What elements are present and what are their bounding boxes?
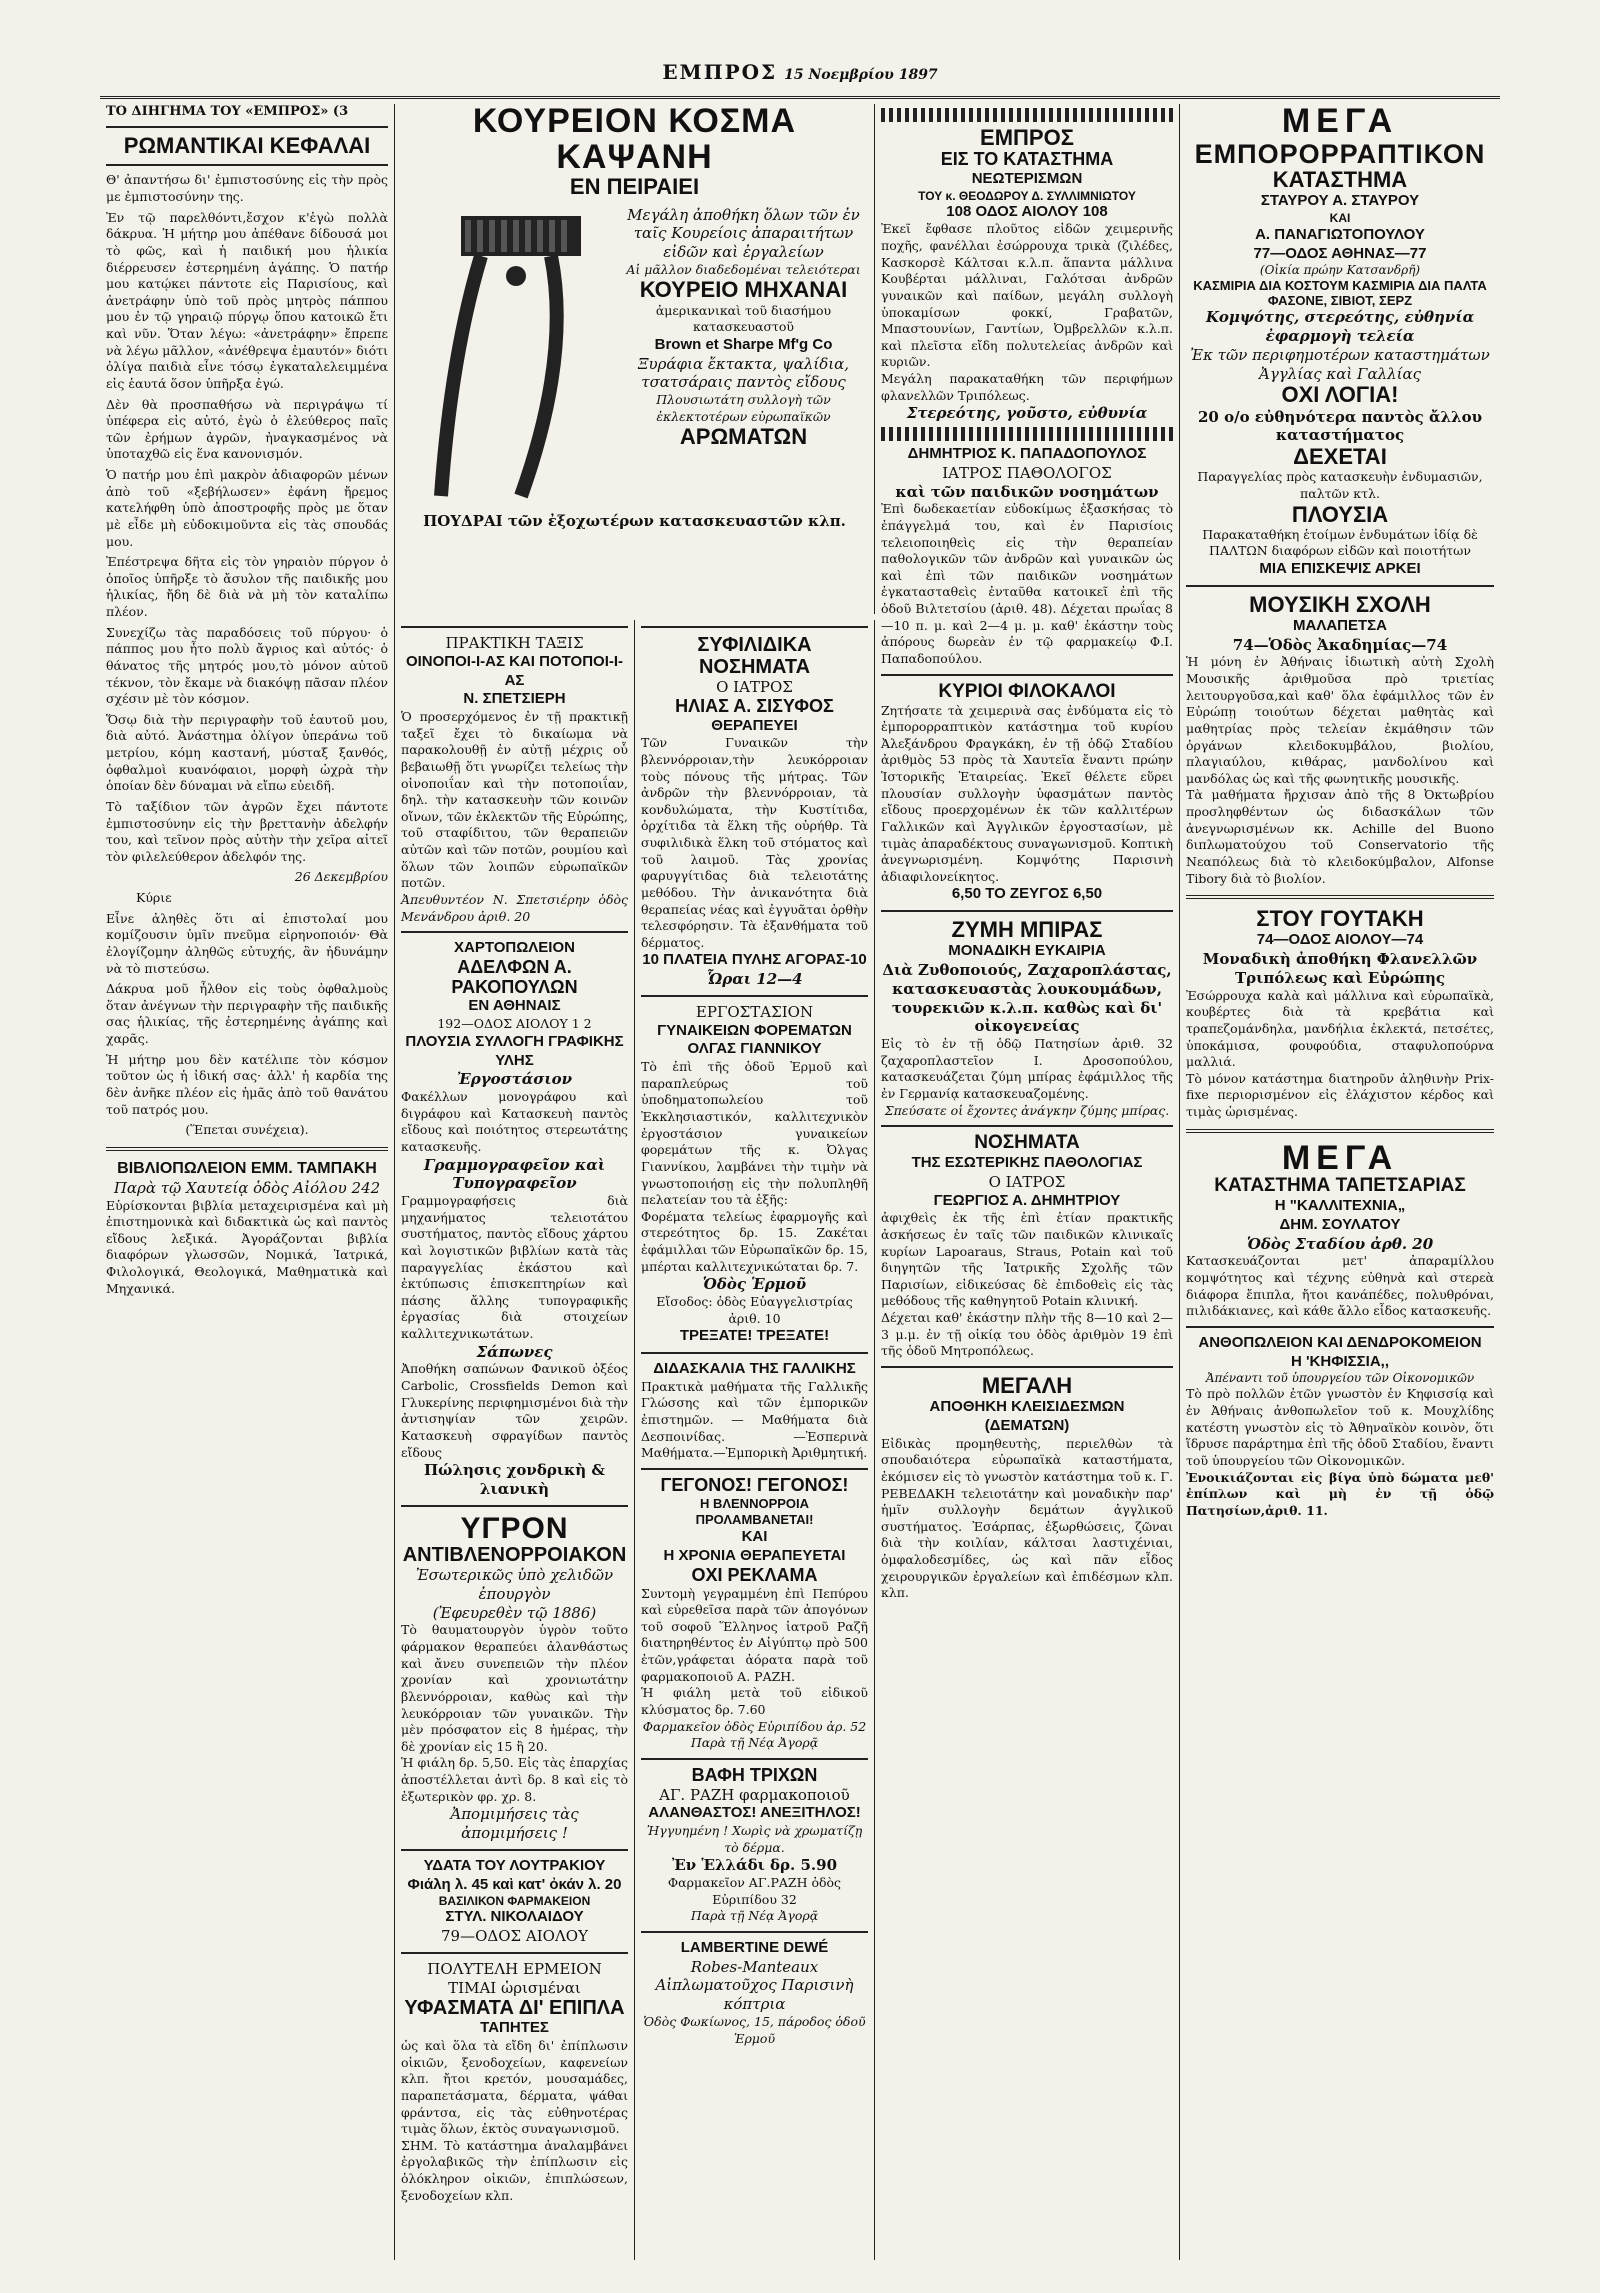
fact-text: Συντομὴ γεγραμμένη ἐπὶ Πεπύρου καὶ εὑρεθεῖσα παρὰ τῶν ἀπογόνων τοῦ σοφοῦ Ἕλληνος ἰατροῦ Ραζῆ διατηρηθέντος ἐν Αἰγύπτῳ πρὸ 500 ἐτῶν,γράφεται ἀόρατα παρὰ τοῦ φαρμακοποιοῦ Α. ΡΑΖΗ. xyxy=(641,1585,868,1684)
ornament-border xyxy=(881,108,1173,122)
ornament-border xyxy=(881,427,1173,441)
issue-date: 15 Νοεμβρίου 1897 xyxy=(784,67,938,83)
story-paragraph: Συνεχίζω τὰς παραδόσεις τοῦ πύργου· ὁ πάππος μου ἦτο πολὺ ἄγριος καὶ αὐτός· ὁ θάνατος τῆς μητρός μου,τὸ μόνον αὐτοῦ τέκνον, τὸν ἔκαμε νὰ διακόψῃ πᾶσαν πλέον σχέσιν μὲ τὸν κόσμον. xyxy=(106,624,388,707)
column-ads-3 xyxy=(875,104,1180,2260)
story-section: ΤΟ ΔΙΗΓΗΜΑ ΤΟΥ «ΕΜΠΡΟΣ» (3 xyxy=(106,104,349,119)
fact-subtitle3: ΟΧΙ ΡΕΚΛΑΜΑ xyxy=(691,1564,818,1585)
tailor-pre: ΜΕΓΑ xyxy=(1281,104,1399,140)
syph-subtitle: ΘΕΡΑΠΕΥΕΙ xyxy=(711,716,798,734)
internal-text: ἀφιχθεὶς ἐκ τῆς ἐπὶ ἐτίαν πρακτικῆς ἀσκήσεως ἐν ταῖς τῶν παιδικῶν κλινικαῖς κυρίων Lapoaraus, Straus, Potain καὶ τοῦ διηγητῶν τῆς Ἰατρικῆς Σχολῆς τῶν Παρισίων, εἰδικεύσας δὲ ἐπιδοθεὶς εἰς τὰς μεθόδους τῆς καθηγητοῦ Potain κλινική. xyxy=(881,1210,1173,1309)
yeast-subtitle: ΜΟΝΑΔΙΚΗ ΕΥΚΑΙΡΙΑ xyxy=(948,942,1106,960)
barber-subtitle: ΕΝ ΠΕΙΡΑΙΕΙ xyxy=(569,174,700,200)
story-paragraph: Δάκρυα μοῦ ἦλθον εἰς τοὺς ὀφθαλμοὺς ὅταν ἀνέγνων τὴν περιγραφὴν τῆς παιδικῆς σας ἡλικίας, τῆς ἐστερημένης ἀγάπης καὶ χαρᾶς. xyxy=(106,981,388,1047)
dress-title: ΓΥΝΑΙΚΕΙΩΝ ΦΟΡΕΜΑΤΩΝ xyxy=(657,1021,852,1039)
fact-title: ΓΕΓΟΝΟΣ! ΓΕΓΟΝΟΣ! xyxy=(660,1474,849,1495)
fabric-subtitle: ΤΑΠΗΤΕΣ xyxy=(480,2019,549,2037)
fact-subtitle2: Η ΧΡΟΝΙΑ ΘΕΡΑΠΕΥΕΤΑΙ xyxy=(663,1546,846,1564)
paper-shop-sec1: Ἐργοστάσιον xyxy=(456,1070,573,1089)
paper-shop-title: ΑΔΕΛΦΩΝ Α. ΡΑΚΟΠΟΥΛΩΝ xyxy=(451,956,578,997)
tailor-rich: ΠΛΟΥΣΙΑ xyxy=(1291,501,1389,527)
story-title: ΡΩΜΑΝΤΙΚΑΙ ΚΕΦΑΛΑΙ xyxy=(123,133,371,159)
goutaki-title: ΣΤΟΥ ΓΟΥΤΑΚΗ xyxy=(1256,906,1424,932)
philokaloi-text: Ζητήσατε τὰ χειμερινὰ σας ἐνδύματα εἰς τὸ ἐμπορορραπτικὸν κατάστημα τοῦ κυρίου Ἀλεξάνδρου Φραγκάκη, ἐν τῇ ὁδῷ Σταδίου ἀριθμὸς 53 πρὸς τὰ Χαυτεῖα ἔναντι πρώην Ἱστορικῆς Ἐταιρείας. Ἐκεῖ θέλετε εὕρει πλουσίαν συλλογὴν ὑφασμάτων παντὸς εἴδους προερχομένων ἐκ τῶν καλλιτέρων Γαλλικῶν καὶ Ἀγγλικῶν ἐργοστασίων, μὲ τιμὰς ἀπαραδέκτους συναγωνισμοῦ. Κοπτικὴ ἀνεγνωρισμένη. Κομψότης Παρισινὴ ἀδιαφιλονείκητος. xyxy=(881,702,1173,884)
fact-pharmacy: Φαρμακεῖον ὁδὸς Εὐριπίδου ἀρ. 52 xyxy=(642,1718,867,1734)
novelty-title: ΕΜΠΡΟΣ xyxy=(980,125,1074,150)
syph-text: Τῶν Γυναικῶν τὴν βλεννόρροιαν,τὴν λευκόρροιαν τοὺς πόνους τῆς μήτρας. Τῶν ἀνδρῶν τὴν βλεννόρροιαν, τὰ κονδυλώματα, τὴν Κυστίτιδα, ὀρχίτιδα τὰ ἕλκη τῆς οὐρήθρ. Τὰ συφιλιδικὰ ἕλκη τοῦ στόματος καὶ τοῦ λαιμοῦ. Τὰς χρονίας φαρυγγίτιδας διὰ τελειοτάτης μεθόδου. Τὴν ἀνικανότητα διὰ θεραπείας νέας καὶ ἐγγυᾶται ὀρθὴν τελεσφόρησιν. Τὰ ἐξανθήματα τοῦ δέρματος. xyxy=(641,735,868,950)
papadopoulos-title: ΔΗΜΗΤΡΙΟΣ Κ. ΠΑΠΑΔΟΠΟΥΛΟΣ xyxy=(907,445,1147,463)
upholstery-name: ΔΗΜ. ΣΟΥΛΑΤΟΥ xyxy=(1279,1215,1401,1233)
tailor-title: ΕΜΠΟΡΟΡΡΑΠΤΙΚΟΝ xyxy=(1194,138,1486,169)
tailor-quality: Κομψότης, στερεότης, εὐθηνία ἐφαρμογὴ τελεία xyxy=(1205,308,1475,346)
internal-subtitle: ΤΗΣ ΕΣΩΤΕΡΙΚΗΣ ΠΑΘΟΛΟΓΙΑΣ xyxy=(911,1154,1143,1172)
tailor-address: 77—ΟΔΟΣ ΑΘΗΝΑΣ—77 xyxy=(1253,244,1427,262)
wine-title: ΟΙΝΟΠΟΙ-Ι-ΑΣ ΚΑΙ ΠΟΤΟΠΟΙ-Ι-ΑΣ xyxy=(405,652,624,689)
internal-doctor: ΓΕΩΡΓΙΟΣ Α. ΔΗΜΗΤΡΙΟΥ xyxy=(933,1191,1121,1209)
wine-pre: ΠΡΑΚΤΙΚΗ ΤΑΞΙΣ xyxy=(445,634,584,652)
barber-title: ΚΟΥΡΕΙΟΝ ΚΟΣΜΑ ΚΑΨΑΝΗ xyxy=(472,104,797,176)
liquid-price: Ἡ φιάλη δρ. 5,50. Εἰς τὰς ἐπαρχίας ἀποστέλλεται ἀντὶ δρ. 8 καὶ εἰς τὸ ἐξωτερικὸν φρ. χρ. 8. xyxy=(401,1755,628,1804)
barber-aromata: ΑΡΩΜΑΤΩΝ xyxy=(679,424,808,450)
barber-machines: ΚΟΥΡΕΙΟ ΜΗΧΑΝΑΙ xyxy=(639,277,848,303)
story-salutation: Κύριε xyxy=(136,890,172,906)
bandage-subtitle: (ΔΕΜΑΤΩΝ) xyxy=(984,1416,1070,1434)
dye-subtitle2: ΑΛΑΝΘΑΣΤΟΣ! ΑΝΕΞΙΤΗΛΟΣ! xyxy=(648,1804,861,1822)
tailor-name2: Α. ΠΑΝΑΓΙΩΤΟΠΟΥΛΟΥ xyxy=(1255,225,1425,243)
liquid-text: Τὸ θαυματουργὸν ὑγρὸν τοῦτο φάρμακον θεραπεύει ἀλανθάστως καὶ ἄνευ συνεπειῶν τὴν πλέον χρονίαν καὶ χρονιωτάτην βλεννόρροιαν, καθὼς καὶ τὴν λευκόρροιαν τῶν γυναικῶν. Τὴν μὲν πρόσφατον εἰς 8 ἡμέρας, τὴν δὲ χρονίαν εἰς 15 ἢ 20. xyxy=(401,1622,628,1754)
goutaki-text: Ἐσώρρουχα καλὰ καὶ μάλλινα καὶ εὐρωπαϊκὰ, κουβέρτες διὰ τὰ κρεβάτια καὶ τραπεζομάνδηλα, μανδήλια ἐκλεκτά, πετσέτες, ὑποκάμισα, φουφούδια, σταφυλοπούρνα μαλλιά. xyxy=(1186,987,1494,1070)
paper-shop-sec3: Σάπωνες xyxy=(476,1342,553,1361)
syph-title: ΣΥΦΙΛΙΔΙΚΑ ΝΟΣΗΜΑΤΑ xyxy=(697,634,812,678)
dress-street2: Εἴσοδος: ὁδὸς Εὐαγγελιστρίας ἀριθ. 10 xyxy=(656,1294,853,1326)
dress-pre: ΕΡΓΟΣΤΑΣΙΟΝ xyxy=(695,1002,814,1021)
tailor-end: ΜΙΑ ΕΠΙΣΚΕΨΙΣ ΑΡΚΕΙ xyxy=(1259,560,1421,578)
dress-text: Τὸ ἐπὶ τῆς ὁδοῦ Ἑρμοῦ καὶ παραπλεύρως τοῦ ὑποδηματοπωλείου τοῦ Ἐκκλησιαστικόν, καλλιτεχνικὸν ἐργοστάσιον γυναικείων φορεμάτων τῆς κ. Ὀλγας Γιαννίκου, λαμβάνει τὴν τιμὴν νὰ γνωστοποιήσῃ εἰς τὴν πολυπληθῆ πελατείαν του τὰ ἑξῆς: xyxy=(641,1059,868,1208)
paper-shop-sec2: Γραμμογραφεῖον καὶ Τυπογραφεῖον xyxy=(423,1155,606,1193)
papadopoulos-subtitle: ΙΑΤΡΟΣ ΠΑΘΟΛΟΓΟΣ xyxy=(942,463,1112,482)
philokaloi-price: 6,50 ΤΟ ΖΕΥΓΟΣ 6,50 xyxy=(951,885,1103,903)
dye-title: ΒΑΦΗ ΤΡΙΧΩΝ xyxy=(691,1764,818,1785)
french-title: ΔΙΔΑΣΚΑΛΙΑ ΤΗΣ ΓΑΛΛΙΚΗΣ xyxy=(653,1360,856,1378)
dye-end: Παρὰ τῇ Νέᾳ Ἀγορᾷ xyxy=(690,1908,819,1924)
yeast-subtitle2: Διὰ Ζυθοποιούς, Ζαχαροπλάστας, κατασκευαστὰς λουκουμάδων, τουρεκιῶν κ.λ.π. καθὼς καὶ δι' οἰκογενείας xyxy=(882,961,1172,1036)
dye-subtitle: ΑΓ. ΡΑΖΗ φαρμακοποιοῦ xyxy=(659,1785,850,1804)
paper-shop-pre: ΧΑΡΤΟΠΩΛΕΙΟΝ xyxy=(454,939,575,957)
clipper-icon xyxy=(401,206,611,506)
clipper-image xyxy=(401,206,611,506)
music-name: ΜΑΛΑΠΕΤΣΑ xyxy=(1293,616,1387,634)
loutraki-name: ΣΤΥΛ. ΝΙΚΟΛΑΙΔΟΥ xyxy=(445,1908,584,1926)
barber-brand: Brown et Sharpe Mf'g Co xyxy=(654,335,833,353)
barber-collection: Πλουσιωτάτη συλλογὴ τῶν ἐκλεκτοτέρων εὐρωπαϊκῶν xyxy=(656,392,831,424)
flowers-text: Τὸ πρὸ πολλῶν ἐτῶν γνωστὸν ἐν Κηφισσίᾳ καὶ ἐν Ἀθήναις ἀνθοπωλεῖον τοῦ κ. Μουχλίδης κατέστη γνωστὸν εἰς τὸ Ἀθηναϊκὸν κοινὸν, ὅτι ἵδρυσε παράρτημα ἐπὶ τῆς ὁδοῦ Σταδίου, ἔναντι τοῦ ὑπουργείου τῶν Οἰκονομικῶν. xyxy=(1186,1386,1494,1468)
story-paragraph: Ἡ μήτηρ μου δὲν κατέλιπε τὸν κόσμον τοῦτον ὡς ἡ ἰδική σας· ἀλλ' ἡ καρδία της δὲν ἀνῆκε πλέον εἰς ἡμᾶς ἀπὸ τοῦ θανάτου τοῦ πατρός μου. xyxy=(106,1051,388,1117)
loutraki-shop: ΒΑΣΙΛΙΚΟΝ ΦΑΡΜΑΚΕΙΟΝ xyxy=(438,1894,591,1909)
bandage-title: ΑΠΟΘΗΚΗ ΚΛΕΙΣΙΔΕΣΜΩΝ xyxy=(929,1398,1125,1416)
novelty-text: Ἐκεῖ ἔφθασε πλοῦτος εἰδῶν χειμερινῆς ποχῆς, φανέλλαι ἐσώρρουχα τρικὰ (ζιλέδες, Κασκορσὲ Κάλτσαι κ.λ.π. ἅπαντα μάλλινα Κουβέρται μάλλιναι, Γαλότσαι ἀνδρῶν γυναικῶν καὶ παίδων, μεγάλη συλλογὴ ὑποκαμίσων φοκκί, Γραβατῶν, Μπαστουνίων, Γαντίων, Ὀμβρελλῶν κ.λ.π. καὶ πλεῖστα εἴδη πολυτελείας ἀνδρῶν καὶ κυριῶν. xyxy=(881,221,1173,370)
yeast-title: ΖΥΜΗ ΜΠΙΡΑΣ xyxy=(951,917,1103,943)
novelty-address: 108 ΟΔΟΣ ΑΙΟΛΟΥ 108 xyxy=(946,202,1108,220)
paper-shop-sec3-text: Ἀποθήκη σαπώνων Φανικοῦ ὀξέος Carbolic, Crossfields Demon καὶ Γλυκερίνης περιφημισμένοι διὰ τὴν ἀντισηψίαν τῶν χειρῶν. Κατασκευὴ σφραγίδων παντὸς εἴδους xyxy=(401,1361,628,1460)
loutraki-subtitle: Φιάλη λ. 45 καὶ κατ' ὀκάν λ. 20 xyxy=(407,1875,622,1893)
paper-shop-end: Πώλησις χονδρικὴ & λιανικὴ xyxy=(424,1461,605,1498)
loutraki-address: 79—ΟΔΟΣ ΑΙΟΛΟΥ xyxy=(441,1927,588,1946)
tailor-rich-text: Παρακαταθήκη ἑτοίμων ἐνδυμάτων ἰδίᾳ δὲ ΠΑΛΤΩΝ διαφόρων εἰδῶν καὶ ποιοτήτων xyxy=(1202,526,1478,559)
bookshop-address: Παρὰ τῷ Χαυτείᾳ ὁδὸς Αἰόλου 242 xyxy=(113,1178,381,1197)
goutaki-subtitle: Μοναδικὴ ἀποθήκη Φλανελλῶν Τριπόλεως καὶ Εὐρώπης xyxy=(1202,950,1478,987)
goutaki-address: 74—ΟΔΟΣ ΑΙΟΛΟΥ—74 xyxy=(1256,931,1424,949)
wine-name: Ν. ΣΠΕΤΣΙΕΡΗ xyxy=(463,690,566,708)
story-paragraph: Ἐν τῷ παρελθόντι,ἔσχον κ'ἐγὼ πολλὰ δάκρυα. Ἡ μήτηρ μου ἀπέθανε δίδουσά μοι τὸ φῶς, καὶ ἡ παιδική μου ἡλικία διέρρευσεν ἐστερημένη ἀγάπης. Ὁ πατήρ μου κατῴκει πάντοτε εἰς Παρισίους, καὶ ἀνετράφην ὑπὸ τοῦ πρὸς μητρὸς πάππου μου ἐν τῷ γηραιῷ πύργῳ ὅπου κατοικῶ ἔτι καὶ νῦν. Ὅταν λέγω: «ἀνετράφην» ἔπρεπε νὰ λέγω μᾶλλον, «ἀνέθρεψα ἐμαυτόν» διότι ὀλίγα παιδιὰ εἶνε τόσῳ ἐγκαταλελειμμένα εἰς ἑαυτά ὅσον ὑπῆρξα ἐγώ. xyxy=(106,209,388,391)
dye-price: Ἐν Ἑλλάδι δρ. 5.90 xyxy=(671,1856,838,1875)
dye-text: Ἠγγυημένη ! Χωρὶς νὰ χρωματίζῃ τὸ δέρμα. xyxy=(646,1823,863,1855)
fact-price: Ἡ φιάλη μετὰ τοῦ εἰδικοῦ κλύσματος δρ. 7.60 xyxy=(641,1685,868,1717)
fabric-note: ΣΗΜ. Τὸ κατάστημα ἀναλαμβάνει ἐργολαβικῶς τὴν ἐπίπλωσιν εἰς ὁλόκληρον οἰκιῶν, ἐπιπλώσεων, ξενοδοχείων κλπ. xyxy=(401,2137,628,2203)
bookshop-title: ΒΙΒΛΙΟΠΩΛΕΙΟΝ ΕΜΜ. ΤΑΜΠΑΚΗ xyxy=(117,1159,377,1177)
paper-shop-collection: ΠΛΟΥΣΙΑ ΣΥΛΛΟΓΗ ΓΡΑΦΙΚΗΣ ΥΛΗΣ xyxy=(405,1032,624,1069)
yeast-end: Σπεύσατε οἱ ἔχοντες ἀνάγκην ζύμης μπίρας. xyxy=(884,1102,1170,1118)
dress-name: ΟΛΓΑΣ ΓΙΑΝΝΙΚΟΥ xyxy=(687,1040,822,1058)
flowers-subtitle: Ἀπέναντι τοῦ ὑπουργείου τῶν Οἰκονομικῶν xyxy=(1205,1371,1475,1386)
bandage-pre: ΜΕΓΑΛΗ xyxy=(981,1372,1073,1398)
tailor-from: Ἐκ τῶν περιφημοτέρων καταστημάτων Ἀγγλίας καὶ Γαλλίας xyxy=(1190,345,1490,383)
novelty-name: ΤΟΥ κ. ΘΕΟΔΩΡΟΥ Δ. ΣΥΛΛΙΜΝΙΩΤΟΥ xyxy=(918,188,1136,203)
bandage-text: Εἰδικὰς προμηθευτὴς, περιελθὼν τὰ σπουδαιότερα εὐρωπαϊκὰ καταστήματα, ἐκόμισεν εἰς τὸ γνωστὸν κατάστημα τοῦ κ. Γ. ΡΕΒΕΔΑΚΗ τελειοτάτην καὶ μοναδικὴν παρ' ἡμῖν συλλογὴν δεμάτων ἀγγλικοῦ συστήματος. Ἐσάρπας, ἐξωρθώσεις, ζῶναι διὰ τὴν κοιλίαν, κάλτσαι λαστιχένιαι, ὀμφαλοδεσμίδες, ὡς καὶ πᾶν εἶδος χειρουργικῶν ἐργαλείων καὶ ἐπιδέσμων κλπ. κλπ. xyxy=(881,1435,1173,1601)
column-ads-2b xyxy=(635,620,875,2260)
barber-poudrai: ΠΟΥΔΡΑΙ τῶν ἐξοχωτέρων κατασκευαστῶν κλπ. xyxy=(423,511,846,530)
paper-shop-city: ΕΝ ΑΘΗΝΑΙΣ xyxy=(468,997,561,1015)
tailor-discount: 20 ο/ο εὐθηνότερα παντὸς ἄλλου καταστήματος xyxy=(1198,407,1482,445)
liquid-title: ΥΓΡΟΝ xyxy=(460,1511,569,1545)
syph-doctor: ΗΛΙΑΣ Α. ΣΙΣΥΦΟΣ xyxy=(675,695,834,716)
liquid-subtitle: ΑΝΤΙΒΛΕΝΟΡΡΟΙΑΚΟΝ xyxy=(402,1544,627,1567)
story-body xyxy=(106,172,388,1138)
story-paragraph: Τὸ ταξίδιον τῶν ἀγρῶν ἔχει πάντοτε ἐμπιστοσύνην εἰς τὴν βρεττανὴν ἀδελφήν του, καὶ τεῖνον πρὸς αὐτὴν τὴν χεῖρα αἰτεῖ τὸν φιλελεύθερον ἀδελφόν της. xyxy=(106,798,388,864)
barber-machines-desc: ἀμερικανικαὶ τοῦ διασήμου κατασκευαστοῦ xyxy=(655,302,832,335)
upholstery-address: Ὁδὸς Σταδίου ἀρθ. 20 xyxy=(1246,1234,1434,1253)
tailor-kai: ΚΑΙ xyxy=(1329,210,1351,225)
newspaper-page xyxy=(100,60,1500,2260)
fabric-text: ὡς καὶ ὅλα τὰ εἴδη δι' ἐπίπλωσιν οἰκιῶν, ξενοδοχείων, καφενείων κλπ. ἤτοι κρετόν, μουσαμάδες, παραπετάσματα, δέρματα, ψάθαι φράντσα, εἰς τὰς εὐθηνοτέρας τιμὰς ὅλων, ἐκτὸς συναγωνισμοῦ. xyxy=(401,2038,628,2137)
music-text: Ἡ μόνη ἐν Ἀθήναις ἰδιωτικὴ αὐτὴ Σχολὴ Μουσικῆς ἀριθμοῦσα πρὸ τριετίας λειτουργοῦσα,καὶ καθ' ὅλα ἐφάμιλλος τῶν ἐν Εὐρώπῃ τοιούτων δέχεται μαθητὰς καὶ μαθητρίας πρὸς τελείαν ἐκμάθησιν τῶν ὀργάνων κλειδοκυμβάλου, βιολίου, πλαγιαύλου, κιθάρας, μανδολίνου καὶ μανδόλας ὡς καὶ τῆς φωνητικῆς μουσικῆς. xyxy=(1186,654,1494,786)
fabric-pre: ΠΟΛΥΤΕΛΗ ΕΡΜΕΙΟΝ ΤΙΜΑΙ ὡρισμέναι xyxy=(427,1959,602,1997)
novelty-text2: Μεγάλη παρακαταθήκη τῶν περιφήμων φλανελλῶν Τριπόλεως. xyxy=(881,371,1173,403)
tailor-subtitle: ΚΑΤΑΣΤΗΜΑ xyxy=(1272,167,1408,193)
barber-desc2: Αἱ μᾶλλον διαδεδομέναι τελειότεραι xyxy=(626,261,861,277)
paper-name: ΕΜΠΡΟΣ xyxy=(662,60,778,84)
lambertine-desc: Αἰπλωματοῦχος Παρισινὴ κόπτρια xyxy=(655,1976,854,2014)
tailor-name1: ΣΤΑΥΡΟΥ Α. ΣΤΑΥΡΟΥ xyxy=(1260,192,1420,210)
column-ads-4 xyxy=(1180,104,1500,2260)
french-text: Πρακτικὰ μαθήματα τῆς Γαλλικῆς Γλώσσης καὶ τῶν ἐμπορικῶν ἐπιστημῶν. — Μαθήματα διὰ Δεσποινίδας. —Ἐσπερινὰ Μαθήματα.—Ἐμπορικὴ Ἀριθμητική. xyxy=(641,1378,868,1461)
novelty-subtitle2: ΝΕΩΤΕΡΙΣΜΩΝ xyxy=(971,169,1083,187)
column-story xyxy=(100,104,395,2260)
upholstery-title: ΚΑΤΑΣΤΗΜΑ ΤΑΠΕΤΣΑΡΙΑΣ xyxy=(1214,1175,1466,1197)
story-paragraph: Εἶνε ἀληθὲς ὅτι αἱ ἐπιστολαί μου κομίζουσιν ὑμῖν πνεῦμα εἰρηνοποιόν· Θὰ ἐλογίζομην ἀληθῶς εὐτυχής, ἂν ἠδυνάμην νὰ τὸ πιστεύσω. xyxy=(106,910,388,976)
story-paragraph: Ἐπέστρεψα δῆτα εἰς τὸν γηραιὸν πύργον ὁ ὁποῖος ὑπῆρξε τὸ ἄσυλον τῆς παιδικῆς μου ἡλικίας, ἤδη δὲ διὰ νὰ μὴ τὸν καταλίπω πλέον. xyxy=(106,554,388,620)
wine-address: Ἀπευθυντέον Ν. Σπετσιέρην ὁδὸς Μενάνδρου ἀριθ. 20 xyxy=(401,891,628,924)
upholstery-subtitle: Η "ΚΑΛΛΙΤΕΧΝΙΑ„ xyxy=(1274,1197,1406,1215)
syph-hours: Ὧραι 12—4 xyxy=(706,970,803,989)
liquid-line: Ἐσωτερικῶς ὑπὸ χελιδῶν ἐπουργὸν xyxy=(415,1566,614,1603)
music-title: ΜΟΥΣΙΚΗ ΣΧΟΛΗ xyxy=(1249,591,1431,617)
bookshop-text: Εὑρίσκονται βιβλία μεταχειρισμένα καὶ μὴ ἐπιστημονικὰ καὶ διδακτικὰ ὡς καὶ παντὸς εἴδους λεξικά. Ἀγοράζονται βιβλία διαφόρων γλωσσῶν, Νομικά, Ἰατρικά, Φιλολογικά, Θεολογικά, Μαθηματικὰ καὶ Μηχανικά. xyxy=(106,1197,388,1296)
lambertine-subtitle: Robes-Manteaux xyxy=(690,1957,819,1976)
tailor-accept: ΔΕΧΕΤΑΙ xyxy=(1293,444,1387,470)
story-dateline: 26 Δεκεμβρίου xyxy=(294,869,388,885)
upholstery-text: Κατασκευάζονται μετ' ἀπαραμίλλου κομψότητος καὶ τέχνης εὐθηνὰ καὶ στερεὰ διάφορα ἔπιπλα, ἤτοι κανάπέδες, πολυθρόναι, πιλιδάκιανες, καὶ κάθε ἄλλο εἶδος κατασκευῆς. xyxy=(1186,1253,1494,1319)
tailor-accept-text: Παραγγελίας πρὸς κατασκευὴν ἐνδυμασιῶν, παλτῶν κτλ. xyxy=(1197,469,1483,501)
music-address: 74—Ὁδὸς Ἀκαδημίας—74 xyxy=(1232,635,1448,654)
yeast-text: Εἰς τὸ ἐν τῇ ὁδῷ Πατησίων ἀριθ. 32 ζαχαροπλαστεῖον Ι. Δροσοπούλου, κατασκευάζεται ζύμη μπίρας ἐφάμιλλος τῆς ἐν Γερμανίᾳ κατασκευαζομένης. xyxy=(881,1036,1173,1101)
dress-text2: Φορέματα τελείως ἐφαρμογῆς καὶ στερεότητος δρ. 15. Ζακέται ἐφάμιλλαι τῶν Εὐρωπαϊκῶν δρ. 15, μπέρται καλλιτεχνικώταται δρ. 7. xyxy=(641,1208,868,1274)
papadopoulos-text: Ἐπὶ δωδεκαετίαν εὐδοκίμως ἐξασκήσας τὸ ἐπάγγελμά του, καὶ ἐν Παρισίοις τελειοποιηθεὶς εἰς τὴν θεραπείαν παθολογικῶν τῶν ἀνδρῶν καὶ γυναικῶν ὡς καὶ ἐπὶ τῶν παιδικῶν νοσημάτων ἐγκατασταθεὶς ἐνταῦθα κατοικεῖ ἐπὶ τῆς ὁδοῦ Βιλτετσίου (ἀριθ. 48). Δέχεται πρωΐας 8—10 π. μ. καὶ 2—4 μ. μ. καθ' ἑκάστην τοὺς ἀπόρους δωρεὰν ἐν τῷ φαρμακείῳ Φ.Ι. Παπαδοπούλου. xyxy=(881,501,1173,666)
liquid-year: (Ἐφευρεθὲν τῷ 1886) xyxy=(432,1603,597,1622)
liquid-end: Ἀπομιμήσεις τὰς ἀπομιμήσεις ! xyxy=(450,1805,579,1843)
story-continued: (Ἕπεται συνέχεια). xyxy=(185,1122,309,1138)
papadopoulos-subtitle2: καὶ τῶν παιδικῶν νοσημάτων xyxy=(895,482,1159,501)
music-text2: Τὰ μαθήματα ἤρχισαν ἀπὸ τῆς 8 Ὀκτωβρίου προσληφθέντων ὡς διδασκάλων τῶν ἀνεγνωρισμένων κκ. Achille del Buono διπλωματούχου τοῦ Conservatorio τῆς Νεαπόλεως διὰ τὸ κλειδοκύμβαλον, Alfonse Tibory διὰ τὸ βιολίον. xyxy=(1186,787,1494,886)
column-ads-2a xyxy=(395,620,635,2260)
column-barber-ad xyxy=(395,104,875,614)
loutraki-title: ΥΔΑΤΑ ΤΟΥ ΛΟΥΤΡΑΚΙΟΥ xyxy=(423,1856,606,1874)
fabric-title: ΥΦΑΣΜΑΤΑ ΔΙ' ΕΠΙΠΛΑ xyxy=(404,1997,625,2020)
upholstery-pre: ΜΕΓΑ xyxy=(1281,1138,1399,1177)
story-paragraph: Ὅσῳ διὰ τὴν περιγραφὴν τοῦ ἑαυτοῦ μου, διὰ αὐτό. Ἀνάστημα ὀλίγον ὑπεράνω τοῦ μετρίου, κόμη καστανή, μύσταξ ξανθός, ὀφθαλμοὶ κυανόφαιοι, μορφὴ ὠχρὰ τὴν ὁποίαν δὲν δύναμαι νὰ εἴπω εὐειδῆ. xyxy=(106,711,388,794)
fact-end: Παρὰ τῇ Νέᾳ Ἀγορᾷ xyxy=(690,1735,819,1751)
dress-street: Ὁδὸς Ἑρμοῦ xyxy=(702,1275,807,1294)
flowers-end: Ἐνοικιάζονται εἰς βίγα ὑπὸ δώματα μεθ' ἐπίπλων καὶ μὴ ἐν τῇ ὁδῷ Πατησίων,ἀριθ. 11. xyxy=(1186,1469,1494,1518)
fact-subtitle: Η ΒΛΕΝΝΟΡΡΟΙΑ ΠΡΟΛΑΜΒΑΝΕΤΑΙ! xyxy=(695,1495,814,1527)
paper-shop-sec1-text: Φακέλλων μονογράφου καὶ διγράφου καὶ Κατασκευὴ παντὸς εἴδους καὶ ποιότητος στερεωτάτης κατασκευῆς. xyxy=(401,1089,628,1154)
philokaloi-title: ΚΥΡΙΟΙ ΦΙΛΟΚΑΛΟΙ xyxy=(938,680,1116,702)
tailor-items: ΚΑΣΜΙΡΙΑ ΔΙΑ ΚΟΣΤΟΥΜ ΚΑΣΜΙΡΙΑ ΔΙΑ ΠΑΛΤΑ ΦΑΣΟΝΕ, ΣΙΒΙΟΤ, ΣΕΡΖ xyxy=(1193,278,1487,309)
internal-hours: Δέχεται καθ' ἑκάστην πλὴν τῆς 8—10 καὶ 2—3 μ.μ. ἐν τῇ οἰκίᾳ του ὁδὸς ἀριθμὸν 19 ἐπὶ τῆς ὁδοῦ Μητροπόλεως. xyxy=(881,1310,1173,1359)
story-paragraph: Δὲν θὰ προσπαθήσω νὰ περιγράψω τί ὑπέφερα εἰς αὐτό, ἐγὼ ὁ ἐλεύθερος παῖς τῶν ἐρήμων ἀγρῶν, ἠναγκασμένος νὰ ὑποταχθῶ εἰς ἕνα κανονισμόν. xyxy=(106,396,388,462)
story-paragraph: Ὁ πατήρ μου ἐπὶ μακρὸν ἀδιαφορῶν μένων ἀπὸ τοῦ «ξεβήλωσεν» ἐφάνη ἤρεμος κατελήφθη ὑπὸ ἀποστροφῆς πρὸς με ὅταν μὲ εἶδε μὴ εὐδοκιμοῦντα εἰς τὰς σπουδάς μου. xyxy=(106,467,388,549)
novelty-subtitle: ΕΙΣ ΤΟ ΚΑΤΑΣΤΗΜΑ xyxy=(940,149,1114,170)
syph-pre: Ο ΙΑΤΡΟΣ xyxy=(716,678,793,696)
novelty-end: Στερεότης, γοῦστο, εὐθυνία xyxy=(906,404,1148,423)
internal-title: ΝΟΣΗΜΑΤΑ xyxy=(974,1132,1080,1154)
barber-items: Ξυράφια ἔκτακτα, ψαλίδια, τσατσάραις παντὸς εἴδους xyxy=(637,354,850,392)
tailor-address2: (Οἰκία πρώην Κατσανδρῆ) xyxy=(1259,263,1421,278)
tailor-no-words: ΟΧΙ ΛΟΓΙΑ! xyxy=(1281,382,1399,408)
story-paragraph: Θ' ἀπαντήσω δι' ἐμπιστοσύνης εἰς τὴν πρὸς με ἐμπιστοσύνην της. xyxy=(106,172,388,205)
masthead xyxy=(100,60,1500,99)
flowers-name: Η 'ΚΗΦΙΣΣΙΑ,, xyxy=(1290,1352,1390,1370)
paper-shop-sec2-text: Γραμμογραφήσεις διὰ μηχανήματος τελειοτάτου συστήματος, παντὸς εἴδους χάρτου καὶ λογιστικῶν βιβλίων κατὰ τὰς παραγγελίας ἑκάστου καὶ ἐκτύπωσις ἐπισκεπτηρίων καὶ πάσης ἄλλης τυπογραφικῆς ἐργασίας διὰ στοιχείων καλλιτεχνικωτάτων. xyxy=(401,1193,628,1342)
paper-shop-address: 192—ΟΔΟΣ ΑΙΟΛΟΥ 1 2 xyxy=(437,1016,592,1032)
internal-pre: Ο ΙΑΤΡΟΣ xyxy=(988,1172,1066,1191)
flowers-title: ΑΝΘΟΠΩΛΕΙΟΝ ΚΑΙ ΔΕΝΔΡΟΚΟΜΕΙΟΝ xyxy=(1198,1333,1482,1351)
wine-text: Ὁ προσερχόμενος ἐν τῇ πρακτικῇ ταξεῖ ἔχει τὸ δικαίωμα νὰ παρακολουθῇ ἐν αὐτῇ μέχρις οὗ βεβαιωθῇ ὅτι γνωρίζει τελείως τὴν οἰνοποιΐαν καὶ τὴν ποτοποιΐαν, δηλ. τὴν κατασκευὴν τῶν κοινῶν οἴνων, τῶν ἐκλεκτῶν τῆς Εὐρώπης, τοῦ σταφίδιτου, τῶν θεραπειῶν αὐτῶν καὶ τῶν ποτῶν, ρουμίου καὶ ὅλων τῶν λοιπῶν εὐρωπαϊκῶν ποτῶν. xyxy=(401,709,628,891)
lambertine-address: Ὁδὸς Φωκίωνος, 15, πάροδος ὁδοῦ Ἑρμοῦ xyxy=(643,2013,866,2046)
fact-kai: ΚΑΙ xyxy=(741,1528,768,1546)
dress-end: ΤΡΕΞΑΤΕ! ΤΡΕΞΑΤΕ! xyxy=(679,1327,830,1345)
dye-pharmacy: Φαρμακεῖον ΑΓ.ΡΑΖΗ ὁδὸς Εὐριπίδου 32 xyxy=(667,1875,842,1907)
barber-desc: Μεγάλη ἀποθήκη ὅλων τῶν ἐν ταῖς Κουρείοις ἀπαραιτήτων εἰδῶν καὶ ἐργαλείων xyxy=(627,205,860,262)
syph-address: 10 ΠΛΑΤΕΙΑ ΠΥΛΗΣ ΑΓΟΡΑΣ-10 xyxy=(642,951,867,969)
goutaki-end: Τὸ μόνον κατάστημα διατηροῦν ἀληθινὴν Prix-fixe περιορισμένον εἰς ἐλάχιστον κέρδος καὶ τιμὰς ὡρισμένας. xyxy=(1186,1070,1494,1120)
lambertine-title: LAMBERTINE DEWÉ xyxy=(680,1938,829,1956)
